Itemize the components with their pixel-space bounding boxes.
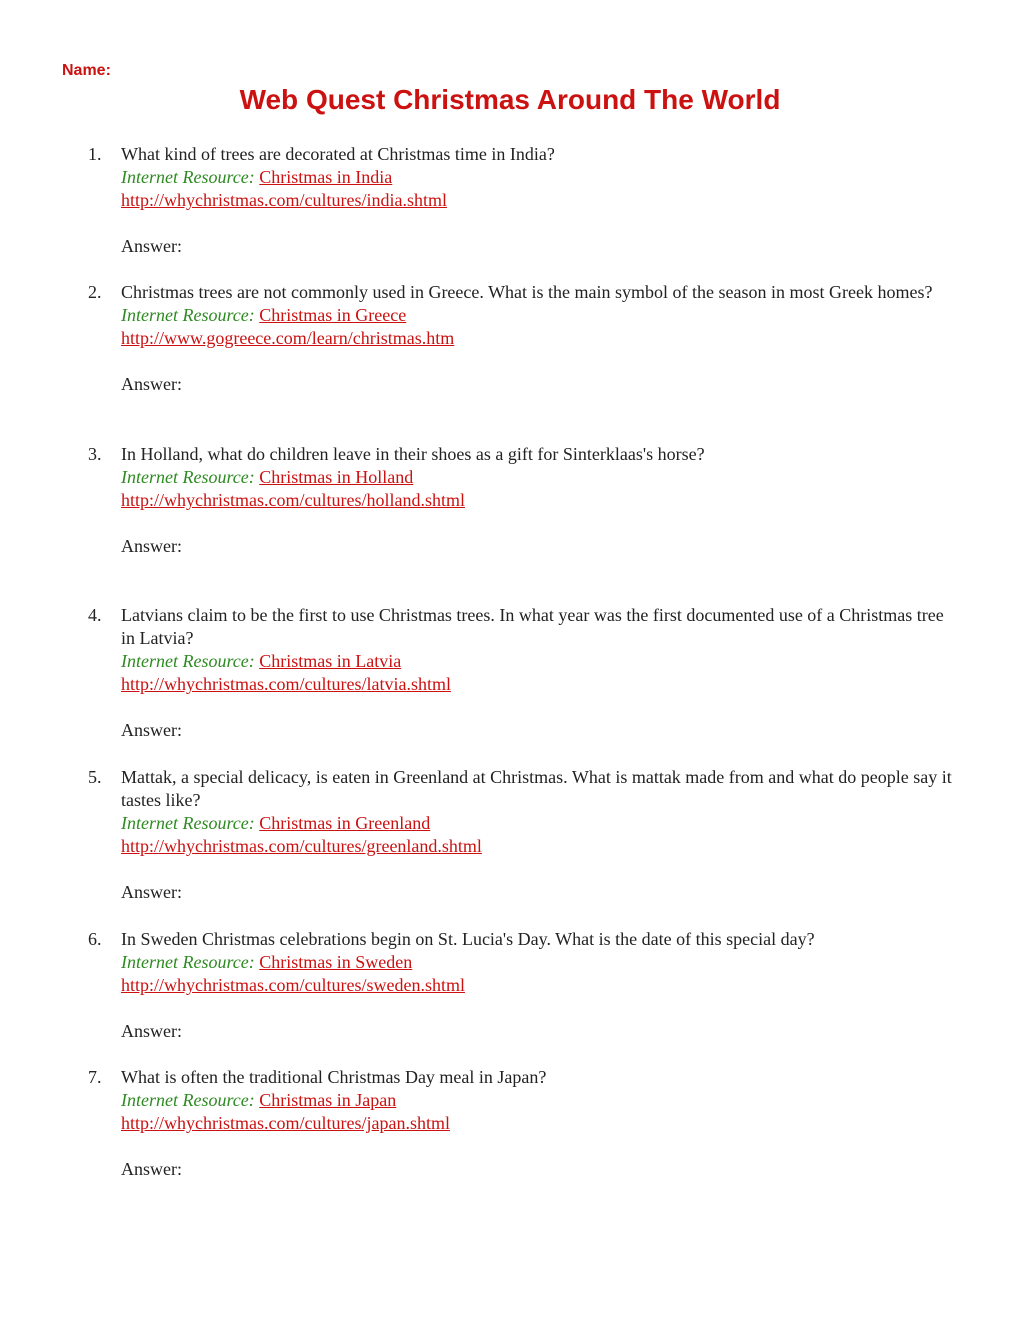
answer-label: Answer: bbox=[121, 720, 182, 740]
resource-title-link[interactable]: Christmas in Latvia bbox=[259, 651, 402, 671]
question-item bbox=[88, 443, 958, 558]
question-text: In Sweden Christmas celebrations begin on St. Lucia's Day. What is the date of this special day? bbox=[121, 929, 815, 949]
question-item bbox=[88, 766, 958, 904]
resource-url-link[interactable]: http://whychristmas.com/cultures/greenland.shtml bbox=[121, 836, 482, 856]
question-text: In Holland, what do children leave in their shoes as a gift for Sinterklaas's horse? bbox=[121, 444, 705, 464]
question-item bbox=[88, 928, 958, 1043]
question-text: Christmas trees are not commonly used in Greece. What is the main symbol of the season in most Greek homes? bbox=[121, 282, 933, 302]
question-item bbox=[88, 604, 958, 742]
resource-title-link[interactable]: Christmas in Greenland bbox=[259, 813, 431, 833]
resource-title-link[interactable]: Christmas in Japan bbox=[259, 1090, 397, 1110]
question-item bbox=[88, 143, 958, 258]
resource-label: Internet Resource: bbox=[121, 952, 255, 972]
answer-label: Answer: bbox=[121, 882, 182, 902]
resource-line bbox=[121, 166, 958, 189]
resource-label: Internet Resource: bbox=[121, 467, 255, 487]
answer-label: Answer: bbox=[121, 374, 182, 394]
question-number: 3. bbox=[88, 444, 102, 464]
resource-line bbox=[121, 812, 958, 835]
resource-label: Internet Resource: bbox=[121, 813, 260, 833]
resource-label: Internet Resource: bbox=[121, 305, 260, 325]
resource-url-link[interactable]: http://whychristmas.com/cultures/latvia.shtml bbox=[121, 674, 451, 694]
resource-title-link[interactable]: Christmas in Sweden bbox=[259, 952, 413, 972]
resource-url-link[interactable]: http://whychristmas.com/cultures/holland.shtml bbox=[121, 490, 465, 510]
question-number: 6. bbox=[88, 929, 102, 949]
answer-label: Answer: bbox=[121, 536, 182, 556]
resource-line bbox=[121, 304, 958, 327]
resource-title-link[interactable]: Christmas in Greece bbox=[259, 305, 407, 325]
resource-title-link[interactable]: Christmas in India bbox=[259, 167, 393, 187]
name-label: Name: bbox=[62, 62, 111, 79]
page-title: Web Quest Christmas Around The World bbox=[239, 84, 781, 115]
question-item bbox=[88, 281, 958, 396]
resource-line bbox=[121, 951, 958, 974]
resource-label: Internet Resource: bbox=[121, 1090, 260, 1110]
resource-url-link[interactable]: http://www.gogreece.com/learn/christmas.htm bbox=[121, 328, 455, 348]
resource-label: Internet Resource: bbox=[121, 167, 255, 187]
question-number: 4. bbox=[88, 605, 102, 625]
resource-line bbox=[121, 466, 958, 489]
answer-label: Answer: bbox=[121, 1021, 182, 1041]
question-number: 5. bbox=[88, 767, 102, 787]
question-number: 2. bbox=[88, 282, 102, 302]
question-item bbox=[88, 1066, 958, 1181]
resource-title-link[interactable]: Christmas in Holland bbox=[259, 467, 414, 487]
question-text: What kind of trees are decorated at Christmas time in India? bbox=[121, 144, 555, 164]
question-text: What is often the traditional Christmas Day meal in Japan? bbox=[121, 1067, 547, 1087]
answer-label: Answer: bbox=[121, 236, 182, 256]
question-number: 1. bbox=[88, 144, 102, 164]
answer-label: Answer: bbox=[121, 1159, 182, 1179]
resource-line bbox=[121, 1089, 958, 1112]
resource-url-link[interactable]: http://whychristmas.com/cultures/japan.shtml bbox=[121, 1113, 450, 1133]
question-text: Mattak, a special delicacy, is eaten in Greenland at Christmas. What is mattak made from and what do people say it tastes like? bbox=[121, 767, 952, 810]
resource-line bbox=[121, 650, 958, 673]
resource-url-link[interactable]: http://whychristmas.com/cultures/sweden.shtml bbox=[121, 975, 465, 995]
question-text: Latvians claim to be the first to use Christmas trees. In what year was the first documented use of a Christmas tree in Latvia? bbox=[121, 605, 944, 648]
resource-label: Internet Resource: bbox=[121, 651, 260, 671]
resource-url-link[interactable]: http://whychristmas.com/cultures/india.shtml bbox=[121, 190, 447, 210]
question-number: 7. bbox=[88, 1067, 102, 1087]
